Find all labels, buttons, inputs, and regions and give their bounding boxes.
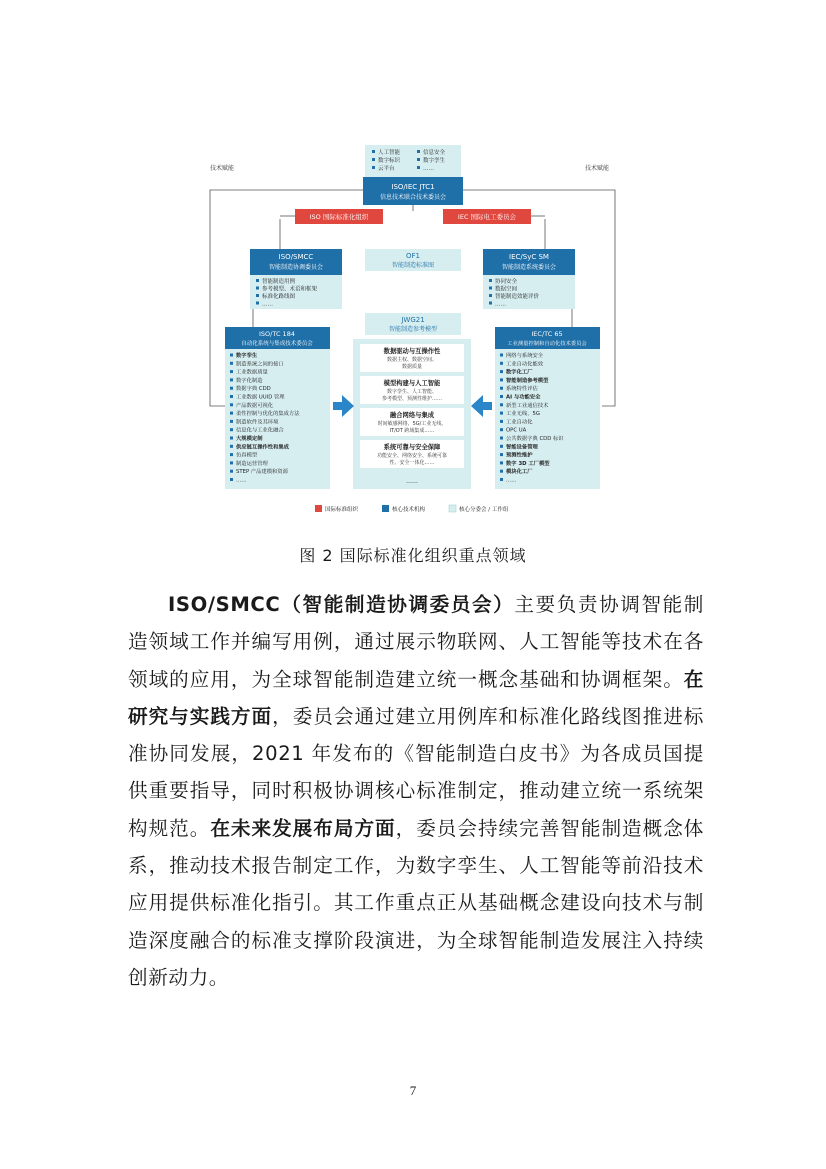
tc184-item-bullet [230,362,233,365]
tc184-item: 柔性控制与优化的集成方法 [236,411,300,418]
center-focus-desc: 数据质量 [401,364,423,370]
legend-label: 核心分委会 / 工作组 [459,507,509,513]
tc184-item: 工业数据 UUID 管理 [236,394,285,401]
tc65-subtitle: 工业测量控制和自动化技术委员会 [507,341,587,347]
tc65-item-bullet [500,478,503,481]
tc184-item: 制造运营管理 [236,460,268,467]
tc184-item-bullet [230,437,233,440]
center-focus-title: 融合网络与集成 [389,412,435,419]
standards-organization-figure [205,143,620,523]
legend-swatch-cyan [449,505,456,512]
tc65-item: 网络与系统安全 [506,353,544,359]
tc184-item-bullet [230,470,233,473]
tc184-item-bullet [230,412,233,415]
syc-title: IEC/SyC SM [509,253,549,261]
iec-org-label: IEC 国际电工委员会 [457,213,517,221]
tc65-item: 数字化工厂 [506,369,533,376]
jtc1-topic: …… [423,166,434,172]
tc65-item: 系统特性评估 [506,386,538,393]
legend-label: 国际标准组织 [325,507,359,513]
tc65-title: IEC/TC 65 [531,330,563,338]
syc-item: 协同安全 [495,279,518,285]
tc65-item: 新型工业通信技术 [506,402,549,409]
jtc1-topic: 信息安全 [423,150,446,156]
center-focus-desc: 时间敏感网络、5G/工业无线、 [377,421,447,427]
syc-item: 数据空间 [495,286,518,293]
paragraph-bold-phrase: 在未来发展布局方面 [210,816,396,840]
body-paragraph [128,586,704,996]
tc184-item: …… [236,477,247,484]
tc184-item: 信息化与工业化融合 [236,427,284,434]
tc184-title: ISO/TC 184 [259,330,295,338]
tc65-item: 工业无线、5G [506,411,540,418]
tc65-item-bullet [500,395,503,398]
jtc1-topic: 数字标识 [378,158,401,164]
jtc1-title: ISO/IEC JTC1 [391,183,435,191]
tc65-item: 智能设备管理 [506,444,538,451]
tc65-item-bullet [500,445,503,448]
jtc1-topic: 数字孪生 [423,158,446,164]
smcc-item: 标准化路线图 [262,294,296,300]
tc184-item-bullet [230,428,233,431]
legend [315,505,509,513]
center-focus-title: 数据驱动与互操作性 [383,348,441,355]
center-more: …… [406,478,418,485]
tc184-item-bullet [230,378,233,381]
paragraph-text: ，委员会持续完善智能制造概念体系，推动技术报告制定工作，为数字孪生、人工智能等前沿技术应用提供标准化指引。其工作重点正从基础概念建设向技术与制造深度融合的标准支撑阶段演进，为全球智能制造发展注入持续创新动力。 [128,816,704,989]
tc65-item-bullet [500,403,503,406]
smcc-item: …… [262,301,273,308]
tc65-item-bullet [500,362,503,365]
tc184-item-bullet [230,453,233,456]
center-focus-title: 系统可靠与安全保障 [383,444,441,451]
legend-label: 核心技术机构 [392,507,426,513]
page-number: 7 [409,1083,417,1098]
tc184-item-bullet [230,395,233,398]
tc184-item: STEP 产品建模和资源 [236,469,288,476]
tc65-item-bullet [500,461,503,464]
smcc-subtitle: 智能制造协调委员会 [268,264,324,271]
jtc1-topic: 云平台 [378,166,395,172]
tc65-item: …… [506,477,517,484]
jwg21-subtitle: 智能制造参考模型 [388,326,438,333]
tc184-item: 工业数据质量 [236,369,268,376]
jwg21-title: JWG21 [401,316,425,324]
tc184-item-bullet [230,478,233,481]
tc65-item: 工业自动化 [506,419,533,426]
syc-subtitle: 智能制造系统委员会 [501,264,557,271]
tc184-item-bullet [230,354,233,357]
tc65-item: 数字 3D 工厂模型 [506,460,550,467]
jtc1-topic: 人工智能 [378,150,401,156]
tc65-item: AI 与功能安全 [506,394,541,401]
legend-swatch-red [315,505,322,512]
tc65-item-bullet [500,412,503,415]
center-focus-title: 模型构建与人工智能 [383,380,441,387]
tc184-item-bullet [230,403,233,406]
syc-item: …… [495,301,506,308]
smcc-item: 智能制造用例 [262,279,296,285]
tc65-item-bullet [500,428,503,431]
tc65-item-bullet [500,354,503,357]
tc184-item: 仿真模型 [236,452,258,459]
tc65-item: 智能制造参考模型 [506,377,549,384]
right-arrow-icon [333,395,354,417]
tc65-item: OPC UA [506,427,527,434]
figure-caption: 图 2 国际标准化组织重点领域 [299,546,527,565]
tc65-item-bullet [500,370,503,373]
tc184-item-bullet [230,370,233,373]
smcc-item: 参考模型、术语和框架 [262,286,318,293]
jtc1-subtitle: 信息技术联合技术委员会 [379,194,447,201]
side-label-right: 技术赋能 [585,165,610,172]
side-label-left: 技术赋能 [210,165,235,172]
tc65-item-bullet [500,420,503,423]
tc65-item-bullet [500,453,503,456]
center-focus-desc: 参考模型、预测性维护…… [381,396,443,402]
tc184-item: 大规模定制 [236,436,263,442]
tc184-item-bullet [230,445,233,448]
center-focus-desc: 性、安全一体化…… [389,460,435,466]
tc65-item: 工业自动化能效 [506,361,544,368]
tc65-item-bullet [500,470,503,473]
left-arrow-icon [471,395,492,417]
paragraph-bold-lead: ISO/SMCC（智能制造协调委员会） [168,593,515,616]
tc184-subtitle: 自动化系统与集成技术委员会 [241,341,313,347]
iso-org-label: ISO 国际标准化组织 [309,213,369,221]
tc65-item: 公共数据字典 CDD 标识 [506,436,564,442]
tc65-item: 模块化工厂 [506,469,533,476]
smcc-title: ISO/SMCC [278,253,314,261]
tc184-item: 数字化制造 [236,377,263,384]
tc184-item-bullet [230,461,233,464]
center-focus-desc: IT/OT 跨域集成…… [389,428,435,434]
legend-swatch-blue [382,505,389,512]
of1-title: OF1 [406,252,420,260]
center-focus-desc: 数据主权、数据空间、 [386,357,438,363]
tc184-item: 制造系统之间的接口 [236,361,284,368]
tc184-item: 数据字典 CDD [236,386,271,393]
of1-subtitle: 智能制造标准图 [391,262,435,269]
paragraph-text: ，委员会通过建立用例库和标准化路线图推进标准协同发展，2021 年发布的《智能制造白皮书》为各成员国提供重要指导，同时积极协调核心标准制定，推动建立统一系统架构规范。 [128,704,705,840]
paragraph-bold-phrase: 在研究与实践方面 [128,667,704,728]
tc184-item: 数字孪生 [236,353,258,359]
tc65-item-bullet [500,378,503,381]
tc184-item-bullet [230,387,233,390]
paragraph-text: 主要负责协调智能制造领域工作并编写用例，通过展示物联网、人工智能等技术在各领域的应用，为全球智能制造建立统一概念基础和协调框架。 [128,593,704,691]
tc184-item: 制造软件及其环境 [236,419,279,426]
tc65-item-bullet [500,387,503,390]
center-focus-desc: 数字孪生、人工智能、 [386,389,438,395]
tc184-item: 产品数据可视化 [236,402,274,409]
syc-item: 智能制造效能评价 [495,294,540,300]
tc184-item-bullet [230,420,233,423]
tc184-item: 供应链互操作性和集成 [236,444,289,451]
center-focus-desc: 功能安全、网络安全、系统可靠 [376,453,448,459]
tc65-item-bullet [500,437,503,440]
tc65-item: 预测性维护 [506,452,533,459]
